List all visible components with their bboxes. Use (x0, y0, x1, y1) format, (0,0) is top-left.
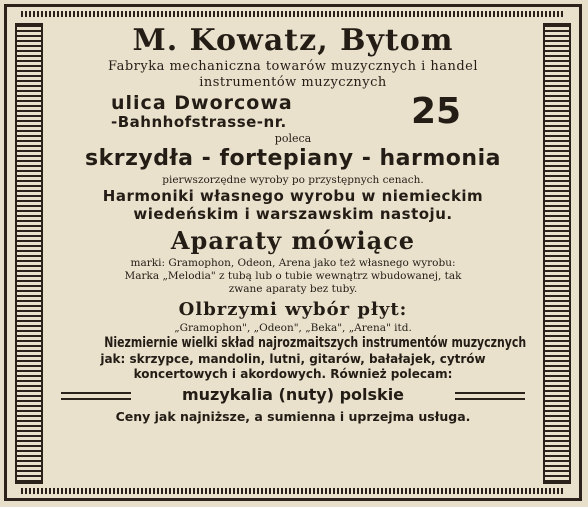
harmonicas-line-1: Harmoniki własnego wyrobu w niemieckim (102, 187, 484, 205)
top-border-rule (21, 11, 565, 17)
street-number: 25 (411, 91, 462, 132)
products-headline: skrzydła - fortepiany - harmonia (85, 146, 501, 171)
ad-frame (4, 4, 582, 501)
aparaty-line-2: Marka „Melodia" z tubą lub o tubie wewnątrz wbudowanej, tak (124, 270, 462, 282)
bottom-border-rule (21, 488, 565, 494)
harmonicas-line-2: wiedeńskim i warszawskim nastoju. (133, 205, 453, 223)
instruments-line-1: jak: skrzypce, mandolin, lutni, gitarów, bałałajek, cytrów (100, 352, 486, 366)
ad-content (51, 21, 535, 486)
plyty-headline: Olbrzymi wybór płyt: (178, 299, 408, 320)
aparaty-line-1: marki: Gramophon, Odeon, Arena jako też własnego wyrobu: (130, 257, 456, 269)
subtitle-line-2: instrumentów muzycznych (199, 75, 387, 90)
street-line-1: ulica Dworcowa (111, 92, 293, 114)
street-name (111, 93, 293, 131)
address-block (51, 93, 535, 133)
street-line-2: -Bahnhofstrasse-nr. (111, 113, 287, 131)
poleca-label: poleca (274, 132, 312, 145)
right-ornament-border (543, 23, 571, 484)
subtitle-line-1: Fabryka mechaniczna towarów muzycznych i handel (107, 59, 479, 74)
muzykalia-row (51, 386, 535, 406)
left-ornament-border (15, 23, 43, 484)
aparaty-headline: Aparaty mówiące (170, 226, 416, 255)
aparaty-line-3: zwane aparaty bez tuby. (228, 283, 358, 295)
products-note: pierwszorzędne wyroby po przystępnych cenach. (162, 174, 424, 186)
plyty-brands: „Gramophon", „Odeon", „Beka", „Arena" itd. (174, 322, 412, 334)
left-double-rule (61, 392, 131, 400)
closing-line: Ceny jak najniższe, a sumienna i uprzejma usługa. (115, 409, 471, 424)
ad-title: M. Kowatz, Bytom (132, 23, 454, 58)
instruments-line-2: koncertowych i akordowych. Również polecam: (133, 367, 453, 381)
sklad-line: Niezmiernie wielki skład najrozmaitszych instrumentów muzycznych (104, 335, 527, 351)
right-double-rule (455, 392, 525, 400)
muzykalia-label: muzykalia (nuty) polskie (181, 385, 405, 404)
